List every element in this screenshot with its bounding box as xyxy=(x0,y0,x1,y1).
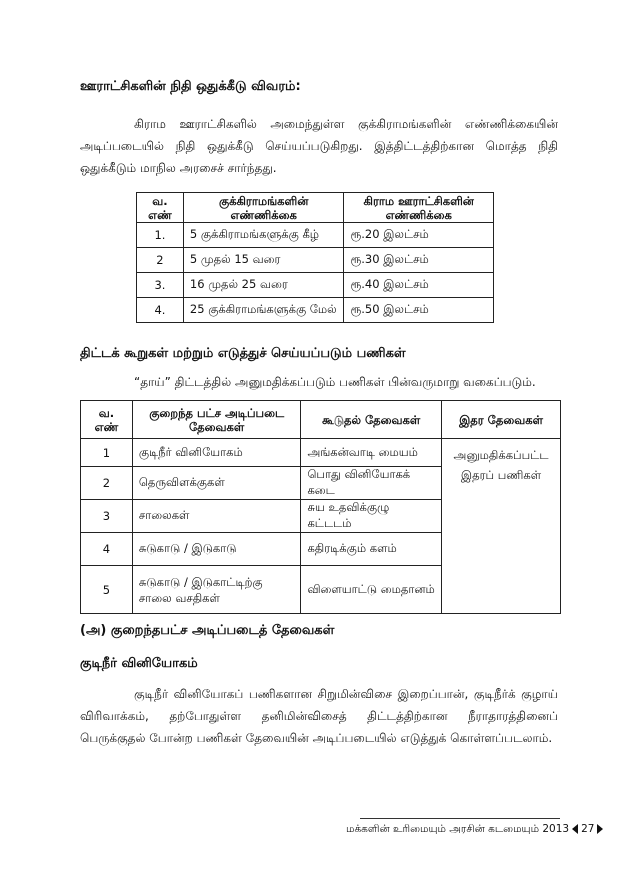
works-table xyxy=(80,400,561,614)
column-header-additional-needs: கூடுதல் தேவைகள் xyxy=(301,401,442,439)
column-header-village-panchayats: கிராம ஊராட்சிகளின் எண்ணிக்கை xyxy=(344,193,494,223)
table-cell-hamlets: 25 குக்கிராமங்களுக்கு மேல் xyxy=(183,298,344,323)
table-row xyxy=(137,223,494,248)
section-heading-fund-allocation: ஊராட்சிகளின் நிதி ஒதுக்கீடு விவரம்: xyxy=(80,79,301,94)
column-header-sno: வ. எண் xyxy=(137,193,184,223)
table-cell-additional: கதிரடிக்கும் களம் xyxy=(301,533,442,566)
table-cell-sno: 4 xyxy=(81,533,133,566)
table-cell-amount: ரூ.40 இலட்சம் xyxy=(344,273,494,298)
table-cell-sno: 5 xyxy=(81,566,133,614)
water-supply-text: குடிநீர் வினியோகப் பணிகளான சிறுமின்விசை இறைப்பான், குடிநீர்க் குழாய் விரிவாக்கம், தற்போதுள்ள தனிமின்விசைத் திட்டத்திற்கான நீராதாரத்தினைப் பெருக்குதல் போன்ற பணிகள் தேவையின் அடிப்படையில் எடுத்துக் கொள்ளப்படலாம். xyxy=(80,687,558,745)
column-header-other-needs: இதர தேவைகள் xyxy=(442,401,561,439)
table-row xyxy=(137,273,494,298)
table-cell-sno: 3 xyxy=(81,500,133,533)
table-cell-amount: ரூ.50 இலட்சம் xyxy=(344,298,494,323)
table-cell-hamlets: 16 முதல் 25 வரை xyxy=(183,273,344,298)
table-cell-amount: ரூ.30 இலட்சம் xyxy=(344,248,494,273)
table-cell-additional: பொது வினியோகக் கடை xyxy=(301,467,442,500)
footer-divider xyxy=(360,818,560,819)
table-header-row xyxy=(137,193,494,223)
section-heading-minimum-needs: (அ) குறைந்தபட்ச அடிப்படைத் தேவைகள் xyxy=(80,623,335,638)
table-cell-sno: 2 xyxy=(137,248,184,273)
column-header-sno: வ. எண் xyxy=(81,401,133,439)
footer-title: மக்களின் உரிமையும் அரசின் கடமையும் 2013 xyxy=(346,823,570,835)
table-cell-additional: சுய உதவிக்குழு கட்டடம் xyxy=(301,500,442,533)
table-cell-sno: 3. xyxy=(137,273,184,298)
table-cell-hamlets: 5 முதல் 15 வரை xyxy=(183,248,344,273)
table-cell-hamlets: 5 குக்கிராமங்களுக்கு கீழ் xyxy=(183,223,344,248)
table-cell-minimum: சாலைகள் xyxy=(132,500,301,533)
next-page-arrow-icon xyxy=(597,824,603,834)
page-footer xyxy=(346,822,603,836)
table-cell-minimum: குடிநீர் வினியோகம் xyxy=(132,439,301,467)
water-supply-paragraph xyxy=(80,683,558,749)
previous-page-arrow-icon xyxy=(572,824,578,834)
table-cell-amount: ரூ.20 இலட்சம் xyxy=(344,223,494,248)
scheme-components-text: “தாய்” திட்டத்தில் அனுமதிக்கப்படும் பணிகள் பின்வருமாறு வகைப்படும். xyxy=(134,375,536,389)
column-header-hamlets: குக்கிராமங்களின் எண்ணிக்கை xyxy=(183,193,344,223)
section-heading-water-supply: குடிநீர் வினியோகம் xyxy=(80,656,198,671)
table-cell-minimum: சுடுகாடு / இடுகாடு xyxy=(132,533,301,566)
table-cell-other-works: அனுமதிக்கப்பட்ட இதரப் பணிகள் xyxy=(442,439,561,614)
table-row xyxy=(137,298,494,323)
table-cell-minimum: தெருவிளக்குகள் xyxy=(132,467,301,500)
table-cell-minimum: சுடுகாடு / இடுகாட்டிற்கு சாலை வசதிகள் xyxy=(132,566,301,614)
section-heading-scheme-components: திட்டக் கூறுகள் மற்றும் எடுத்துச் செய்யப்படும் பணிகள் xyxy=(80,346,406,361)
table-cell-sno: 2 xyxy=(81,467,133,500)
table-row xyxy=(137,248,494,273)
table-row xyxy=(81,439,561,467)
scheme-components-paragraph xyxy=(80,371,558,393)
table-cell-sno: 1. xyxy=(137,223,184,248)
table-cell-sno: 4. xyxy=(137,298,184,323)
page-number: 27 xyxy=(581,823,595,835)
table-cell-additional: அங்கன்வாடி மையம் xyxy=(301,439,442,467)
fund-allocation-text: கிராம ஊராட்சிகளில் அமைந்துள்ள குக்கிராமங்களின் எண்ணிக்கையின் அடிப்படையில் நிதி ஒதுக்கீடு செய்யப்படுகிறது. இத்திட்டத்திற்கான மொத்த நிதி ஒதுக்கீடும் மாநில அரசைச் சார்ந்தது. xyxy=(80,117,558,175)
column-header-minimum-needs: குறைந்த பட்ச அடிப்படை தேவைகள் xyxy=(132,401,301,439)
fund-allocation-table xyxy=(136,192,494,323)
fund-allocation-paragraph xyxy=(80,113,558,179)
table-cell-additional: விளையாட்டு மைதானம் xyxy=(301,566,442,614)
table-cell-sno: 1 xyxy=(81,439,133,467)
table-header-row xyxy=(81,401,561,439)
